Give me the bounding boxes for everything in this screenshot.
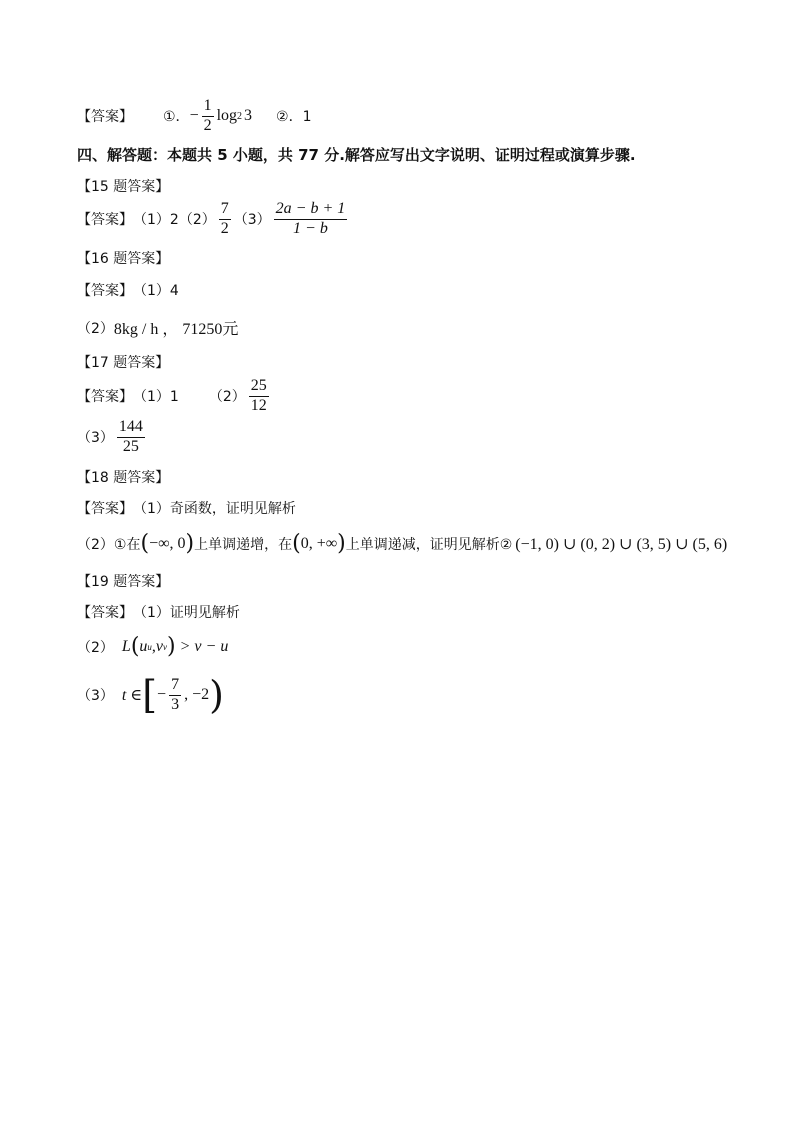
- q17-part1: （1）1: [133, 389, 179, 406]
- fraction-numerator: 144: [117, 419, 145, 438]
- top-item1-fraction: [202, 98, 214, 135]
- fraction-numerator: 2a − b + 1: [274, 201, 348, 220]
- q17-part3-label: （3）: [77, 430, 114, 447]
- q16-part2-label: （2）: [77, 320, 114, 337]
- answer-label: 【答案】: [77, 605, 133, 621]
- q15-part1: （1）2（2）: [133, 212, 216, 229]
- q18-interval1: −∞, 0: [149, 534, 186, 552]
- q19-u: u: [139, 637, 148, 655]
- q16-part2: [77, 316, 238, 339]
- q18-part2-text3: 上单调递减，证明见解析②: [345, 536, 513, 553]
- q18-interval2: 0, +∞: [300, 534, 338, 552]
- section-heading: 四、解答题：本题共 5 小题，共 77 分.解答应写出文字说明、证明过程或演算步骤.: [77, 146, 636, 164]
- top-item2: ②．1: [276, 109, 312, 126]
- fraction-denominator: 3: [171, 695, 180, 713]
- fraction-denominator: 1 − b: [293, 219, 328, 237]
- q19-part2: （2） L ( u u , v v ) > v − u: [77, 634, 229, 659]
- q17-part2-label: （2）: [208, 389, 246, 406]
- q19-part3-minus: −: [157, 686, 167, 703]
- q19-part3: （3） t ∈ [ − $\frac{7}{3}$ , −2 ): [77, 673, 224, 717]
- q19-part2-rhs: > v − u: [179, 637, 229, 655]
- q17-answer: [77, 378, 272, 415]
- q15-answer: [77, 201, 350, 238]
- q18-part2-text2: 上单调递增，在: [194, 536, 293, 553]
- top-answer: [77, 98, 312, 135]
- q16-title: 【16 题答案】: [77, 251, 170, 267]
- top-item1-log-arg: 3: [244, 107, 253, 125]
- q19-part2-label: （2）: [77, 639, 114, 656]
- q15-part3-label: （3）: [233, 212, 271, 229]
- fraction-denominator: 12: [250, 396, 267, 414]
- q16-part1: （1）4: [133, 283, 179, 299]
- fraction-numerator: 1: [202, 98, 214, 117]
- answer-label: 【答案】: [77, 389, 133, 406]
- q15-part3-fraction: [274, 201, 348, 238]
- q16-part2-value: 8kg / h ， 71250元: [113, 321, 239, 338]
- q19-part3-label: （3）: [77, 688, 114, 704]
- q18-union: (−1, 0) ∪ (0, 2) ∪ (3, 5) ∪ (5, 6): [515, 535, 728, 553]
- q18-part2-label: （2）: [77, 536, 114, 553]
- fraction-numerator: 7: [219, 201, 231, 220]
- q19-u-exp: u: [147, 641, 152, 652]
- q19-L: L: [121, 637, 131, 655]
- q19-v: v: [155, 637, 164, 655]
- q18-answer: [77, 498, 296, 518]
- q18-part1: （1）奇函数，证明见解析: [133, 501, 296, 517]
- top-item1-label: ①．: [163, 109, 190, 126]
- q19-part3-end: , −2: [184, 686, 210, 703]
- fraction-denominator: 2: [203, 116, 212, 134]
- fraction-numerator: 25: [249, 378, 269, 397]
- q15-part2-fraction: [219, 201, 231, 238]
- q18-title: 【18 题答案】: [77, 470, 170, 486]
- q19-part3-fraction: [169, 677, 181, 714]
- q19-answer: [77, 602, 240, 622]
- fraction-denominator: 25: [122, 437, 139, 455]
- q17-part2-fraction: [249, 378, 269, 415]
- q17-title: 【17 题答案】: [77, 355, 170, 371]
- top-item1-minus: −: [189, 107, 199, 125]
- top-item1-log-base: 2: [237, 110, 243, 122]
- q17-part3-fraction: [117, 419, 145, 456]
- answer-label: 【答案】: [77, 212, 133, 229]
- top-item1-log: log: [216, 107, 238, 125]
- q19-v-exp: v: [163, 641, 168, 652]
- q19-part3-t: t ∈: [121, 687, 143, 704]
- q17-part3: [77, 419, 148, 456]
- fraction-denominator: 2: [220, 219, 229, 237]
- q18-part2: （2） ①在 ( −∞, 0 ) 上单调递增，在 ( 0, +∞ ) 上单调递减，证明见解析② (−1, 0) ∪ (0, 2) ∪ (3, 5) ∪ (5, 6): [77, 531, 728, 556]
- answer-label: 【答案】: [77, 501, 133, 517]
- q18-part2-text1: ①在: [113, 536, 141, 553]
- q19-part1: （1）证明见解析: [133, 605, 240, 621]
- fraction-numerator: 7: [169, 677, 181, 696]
- q15-title: 【15 题答案】: [77, 179, 170, 195]
- q16-answer: [77, 280, 179, 300]
- answer-label: 【答案】: [77, 283, 133, 299]
- q19-title: 【19 题答案】: [77, 574, 170, 590]
- answer-label: 【答案】: [77, 109, 133, 126]
